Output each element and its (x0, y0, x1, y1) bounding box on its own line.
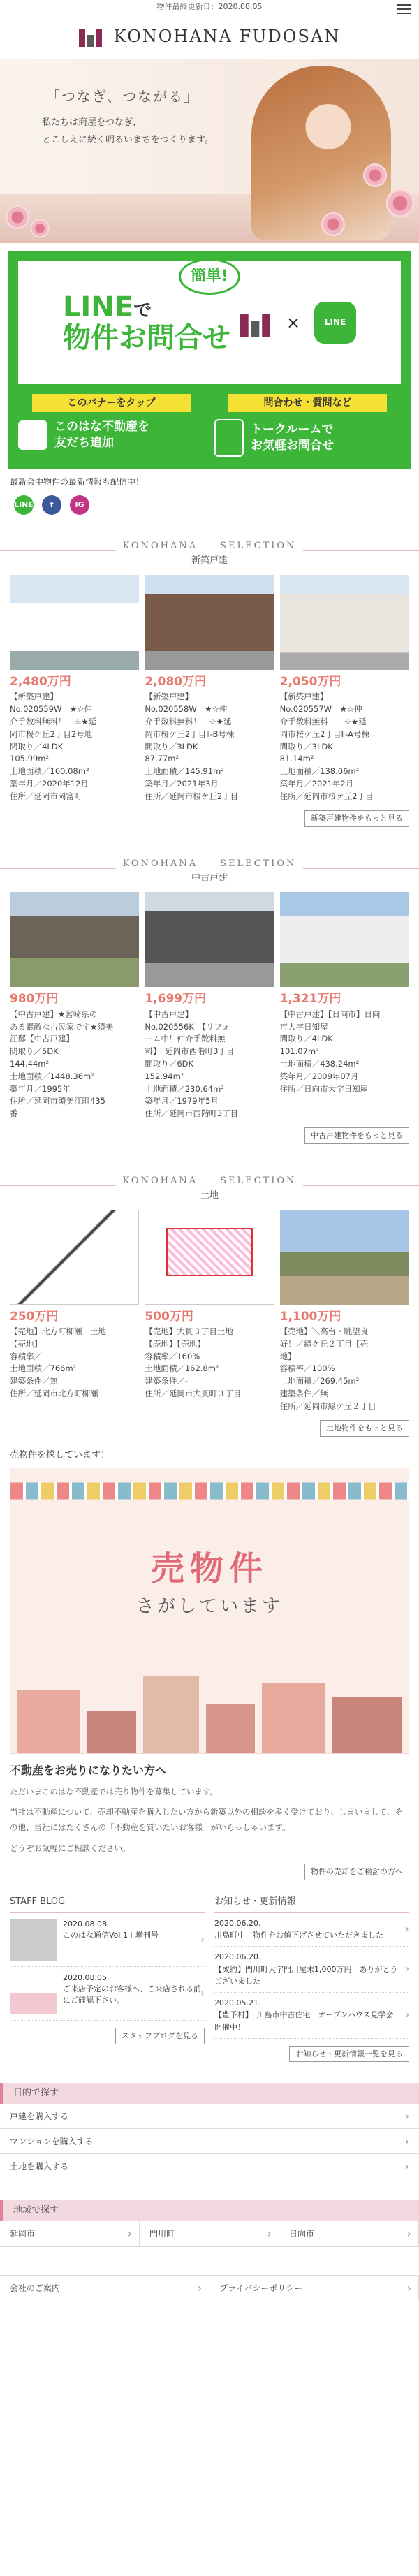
property-photo (10, 892, 139, 987)
purpose-link-house[interactable]: 戸建を購入する › (0, 2104, 419, 2129)
chevron-right-icon: › (200, 1987, 205, 1999)
area-link-kadogawa[interactable]: 門川町 › (140, 2221, 279, 2246)
property-photo (280, 1210, 409, 1305)
chevron-right-icon: › (200, 1933, 205, 1945)
easy-badge: 簡単! (179, 258, 240, 295)
property-card[interactable] (280, 892, 409, 1120)
property-card[interactable] (10, 1210, 139, 1413)
section-title: 中古戸建 (191, 872, 228, 884)
property-price: 2,050万円 (279, 675, 341, 689)
property-details: 【中古戸建】★宮崎県の ある素敵な古民家です★須美 江邸【中古戸建】 間取り／5DK 144.44m² 土地面積／1448.36m² 築年月／1995年 住所／延岡市須美江町435 番 (10, 1009, 114, 1119)
line-icon[interactable]: LINE (14, 495, 34, 515)
area-link-nobeoka[interactable]: 延岡市 › (0, 2221, 140, 2246)
section-en-title: KONOHANA SELECTION (116, 858, 304, 871)
line-inquiry-banner[interactable] (8, 251, 411, 469)
sns-links (0, 488, 419, 522)
property-photo (145, 575, 274, 670)
blog-news-section (0, 1880, 419, 2063)
line-logo-icon: LINE (314, 302, 356, 344)
step-tag: このバナーをタップ (32, 394, 191, 412)
blog-thumbnail (10, 1919, 57, 1961)
section-en-title: KONOHANA SELECTION (116, 540, 304, 553)
area-search-list (0, 2221, 419, 2247)
sns-intro: 最新会中物件の最新情報も配信中！ (10, 477, 145, 487)
new-homes-list (0, 568, 419, 803)
house-illustration (143, 1676, 199, 1753)
property-details: 【中古戸建】【日向市】日向 市大字日知屋 間取り／4LDK 101.07m² 土地面積／438.24m² 築年月／2009年07月 住所／日向市大字日知屋 (279, 1009, 381, 1094)
wanted-description: ただいまこのはな不動産では売り物件を募集しています。 当社は不動産について、売却不動産を購入したい方から新築以外の相談を多く受けており、しまいまして、その他、当社にはたくさんの「不動産を買いたいお客様」がいらっしゃいます。 どうぞお気軽にご相談ください。 (10, 1786, 403, 1854)
section-title: 土地 (200, 1190, 219, 1201)
property-price: 500万円 (145, 1309, 193, 1324)
wanted-heading: 不動産をお売りになりたい方へ (10, 1764, 167, 1778)
news-entry[interactable]: 2020.05.21. 【豊予村】 川島市中古住宅 オープンハウス見学会開催中！ › (214, 1993, 409, 2039)
property-details: 【売地】大貫３丁目土地 【売地】【売地】 容積率／160% 土地面積／162.8m² 建築条件／- 住所／延岡市大貫町３丁目 (145, 1326, 242, 1399)
land-list (0, 1203, 419, 1413)
qr-logo-icon (18, 420, 47, 450)
line-step-add-friend (18, 394, 205, 457)
land-map (10, 1210, 139, 1305)
line-banner-title: LINEで 物件お問合せ (62, 291, 230, 354)
section-header-used-homes (0, 858, 419, 886)
house-illustration (87, 1711, 136, 1753)
property-card[interactable] (145, 892, 274, 1120)
property-price: 2,480万円 (10, 675, 71, 689)
land-map (145, 1210, 274, 1305)
property-details: 【売地】＼高台・眺望良 好！／緑ケ丘２丁目【売 地】 容積率／100% 土地面積／269.45m² 建築条件／無 住所／延岡市緑ケ丘２丁目 (279, 1326, 376, 1411)
update-bar (0, 0, 419, 14)
property-price: 2,080万円 (145, 675, 207, 689)
property-price: 1,321万円 (279, 992, 341, 1007)
footer-link-privacy[interactable]: プライバシーポリシー › (210, 2276, 419, 2301)
property-card[interactable] (280, 575, 409, 803)
blog-entry[interactable]: 2020.08.08 このはな通信Vol.1＋増刊号 › (10, 1913, 205, 1967)
section-header-new-homes (0, 540, 419, 568)
footer-links (0, 2276, 419, 2301)
property-card[interactable] (145, 1210, 274, 1413)
flower-icon (6, 205, 29, 229)
purpose-link-mansion[interactable]: マンションを購入する › (0, 2129, 419, 2154)
property-card[interactable] (10, 892, 139, 1120)
smartphone-icon (214, 419, 244, 457)
area-search-header: 地域で探す (0, 2200, 419, 2221)
property-photo (280, 892, 409, 987)
more-used-homes-button[interactable]: 中古戸建物件をもっと見る (304, 1127, 409, 1144)
wanted-banner-title: 売物件 (150, 1549, 268, 1589)
house-illustration (17, 1690, 80, 1753)
step-tag: 問合わせ・質問など (228, 394, 387, 412)
property-price: 250万円 (10, 1309, 59, 1324)
wanted-banner-sub: さがしています (135, 1596, 283, 1618)
facebook-icon[interactable]: f (42, 495, 61, 515)
property-card[interactable] (280, 1210, 409, 1413)
property-card[interactable] (145, 575, 274, 803)
more-news-button[interactable]: お知らせ・更新情報一覧を見る (289, 2046, 409, 2063)
chevron-right-icon: › (405, 2009, 409, 2021)
property-details: 【新築戸建】 No.020557W ★☆仲 介手数料無料！ ☆★延 岡市桜ケ丘2丁目Ⅱ-A号棟 間取り／3LDK 81.14m² 土地面積／138.06m² 築年月／2021年2月 住所／延岡市桜ケ丘2丁目 (279, 691, 374, 801)
hamburger-menu-icon[interactable] (397, 4, 411, 14)
konohana-logo-icon (240, 308, 277, 337)
news-entry[interactable]: 2020.06.20. 川島町中古物件をお値下げさせていただきました › (214, 1913, 409, 1947)
section-title: 新築戸建 (191, 555, 228, 566)
flower-icon (321, 212, 345, 236)
property-price: 1,699万円 (145, 992, 207, 1007)
last-updated: 物件最終更新日：2020.08.05 (156, 2, 263, 11)
line-step-talk (214, 394, 401, 457)
news-title: お知らせ・更新情報 (214, 1896, 409, 1913)
property-card[interactable] (10, 575, 139, 803)
wanted-label: 売物件を探しています！ (10, 1449, 110, 1461)
more-new-homes-button[interactable]: 新築戸建物件をもっと見る (304, 810, 409, 827)
used-homes-list (0, 885, 419, 1120)
property-photo (280, 575, 409, 670)
purpose-link-land[interactable]: 土地を購入する › (0, 2154, 419, 2179)
house-illustration (262, 1683, 325, 1753)
hero-illustration (251, 66, 391, 240)
brand-name: KONOHANA FUDOSAN (113, 26, 341, 46)
property-price: 980万円 (10, 992, 59, 1007)
cross-symbol: × (286, 312, 301, 332)
blog-thumbnail (10, 1973, 57, 2014)
flower-icon (386, 189, 415, 218)
sell-inquiry-button[interactable]: 物件の売却をご検討の方へ (304, 1864, 409, 1880)
property-price: 1,100万円 (279, 1309, 341, 1324)
property-photo (10, 575, 139, 670)
house-illustration (332, 1697, 402, 1753)
chevron-right-icon: › (405, 1963, 409, 1975)
step-body: このはな不動産を 友だち追加 (18, 419, 205, 451)
property-photo (145, 892, 274, 987)
bunting-decoration (10, 1482, 409, 1524)
line-banner-top (18, 261, 401, 384)
property-details: 【新築戸建】 No.020559W ★☆仲 介手数料無料！ ☆★延 岡市桜ケ丘2丁目2号地 間取り／4LDK 105.99m² 土地面積／160.08m² 築年月／2020年12月 住所／延岡市岡富町 (10, 691, 97, 801)
news-entry[interactable]: 2020.06.20. 【成約】門川町大字門川尾末1,000万円 ありがとうございました › (214, 1947, 409, 1993)
hero-banner (0, 59, 419, 243)
blog-title: STAFF BLOG (10, 1896, 205, 1913)
line-banner-steps (18, 394, 401, 457)
flower-icon (363, 163, 387, 187)
purpose-search-header: 目的で探す (0, 2083, 419, 2104)
logo-mark-icon (79, 25, 107, 47)
section-header-land (0, 1175, 419, 1203)
hero-catchphrase: 「つなぎ、つながる」 (46, 88, 200, 105)
property-details: 【新築戸建】 No.020558W ★☆仲 介手数料無料！ ☆★延 岡市桜ケ丘2丁目Ⅱ-B号棟 間取り／3LDK 87.77m² 土地面積／145.91m² 築年月／2021年3月 住所／延岡市桜ケ丘2丁目 (145, 691, 239, 801)
more-land-button[interactable]: 土地物件をもっと見る (320, 1420, 409, 1437)
area-link-hyuga[interactable]: 日向市 › (279, 2221, 419, 2246)
staff-blog (10, 1896, 205, 2063)
step-body: トークルームで お気軽お問合せ (214, 419, 401, 457)
section-en-title: KONOHANA SELECTION (116, 1175, 304, 1188)
purpose-search-list (0, 2104, 419, 2179)
more-blog-button[interactable]: スタッフブログを見る (115, 2028, 205, 2044)
property-details: 【中古戸建】 No.020556K 【リフォ ーム中！仲介手数料無 料】 延岡市西階町3丁目 間取り／6DK 152.94m² 土地面積／230.64m² 築年月／1979年5月 住所／延岡市西階町3丁目 (145, 1009, 239, 1119)
footer (0, 2275, 419, 2301)
hero-subtext: 私たちは商屋をつなぎ、 とこしえに続く明るいまちをつくります。 (42, 117, 214, 145)
property-details: 【売地】北方町柳瀬 土地 【売地】 容積率／ 土地面積／766m² 建築条件／無 住所／延岡市北方町柳瀬 (10, 1326, 106, 1399)
footer-link-company[interactable]: 会社のご案内 › (0, 2276, 210, 2301)
chevron-right-icon: › (405, 1924, 409, 1935)
house-illustration (206, 1704, 255, 1753)
flower-icon (30, 219, 49, 237)
site-logo[interactable] (0, 14, 419, 59)
instagram-icon[interactable]: IG (70, 495, 89, 515)
blog-entry[interactable]: 2020.08.05 ご来店予定のお客様へ、ご来店される前にご確認下さい。 › (10, 1967, 205, 2021)
wanted-banner[interactable] (10, 1468, 409, 1754)
news (214, 1896, 409, 2063)
